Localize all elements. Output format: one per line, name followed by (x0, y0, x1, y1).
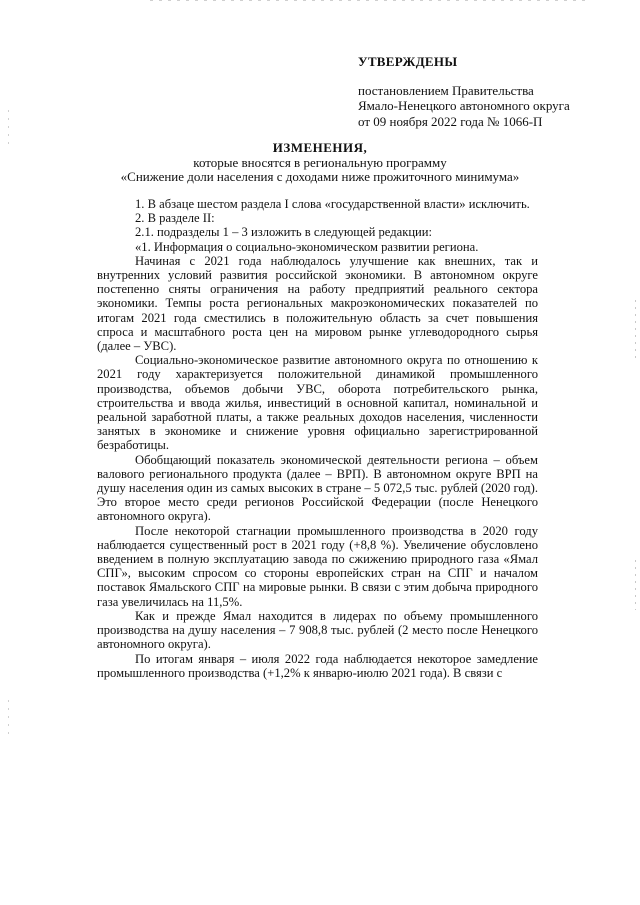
body-paragraph: Начиная с 2021 года наблюдалось улучшение как внешних, так и внутренних условий развития российской экономики. В автономном округе постепенно сняты ограничения на работу предприятий реального сектора экономики. Темпы роста региональных макроэкономических показателей по итогам 2021 года сместились в положительную область за счет повышения спроса и масштабного роста цен на мировом рынке углеводородного сырья (далее – УВС). (97, 253, 538, 354)
scan-top-border (150, 0, 590, 1)
body-paragraph: Как и прежде Ямал находится в лидерах по объему промышленного производства на душу населения – 7 908,8 тыс. рублей (2 место после Ненецкого автономного округа). (97, 608, 538, 652)
scan-margin-mark (635, 300, 636, 360)
document-body (97, 197, 538, 680)
title-main: ИЗМЕНЕНИЯ, (272, 140, 368, 155)
approval-line: Ямало-Ненецкого автономного округа (358, 98, 570, 113)
approval-heading: УТВЕРЖДЕНЫ (358, 54, 458, 69)
title-subtitle: «Снижение доли населения с доходами ниже прожиточного минимума» (120, 169, 520, 184)
approval-line: от 09 ноября 2022 года № 1066-П (358, 113, 543, 129)
scan-margin-mark (8, 110, 9, 150)
approval-line: постановлением Правительства (358, 82, 534, 98)
title-subtitle: которые вносятся в региональную программу (193, 154, 447, 170)
approval-stamp (358, 54, 570, 129)
body-paragraph: Обобщающий показатель экономической деятельности региона – объем валового регионального продукта (далее – ВРП). В автономном округе ВРП на душу населения один из самых высоких в стране – 5 072,5 тыс. рублей (2020 год). Это второе место среди регионов Российской Федерации (после Ненецкого автономного округа). (97, 452, 538, 524)
scan-margin-mark (635, 560, 636, 610)
body-paragraph: После некоторой стагнации промышленного производства в 2020 году наблюдается существенный рост в 2021 году (+8,8 %). Увеличение обусловлено введением в полную эксплуатацию завода по сжижению природного газа «Ямал СПГ», высоким спросом со стороны европейских стран на СПГ и началом поставок Ямальского СПГ на мировые рынки. В связи с этим добыча природного газа увеличилась на 11,5%. (97, 523, 538, 609)
scan-margin-mark (8, 700, 9, 740)
body-paragraph: По итогам января – июля 2022 года наблюдается некоторое замедление промышленного производства (+1,2% к январю-июлю 2021 года). В связи с (97, 651, 538, 680)
body-paragraph: «1. Информация о социально-экономическом развитии региона. (135, 239, 479, 254)
document-title (90, 141, 550, 185)
body-paragraph: Социально-экономическое развитие автономного округа по отношению к 2021 году характеризуется положительной динамикой промышленного производства, объемов добычи УВС, оборота потребительского рынка, строительства и ввода жилья, инвестиций в основной капитал, номинальной и реальной заработной платы, а также реальных доходов населения, численности занятых в экономике и снижение уровня официально зарегистрированной безработицы. (97, 353, 538, 453)
body-paragraph: 1. В абзаце шестом раздела I слова «государственной власти» исключить. (135, 197, 530, 211)
body-paragraph: 2. В разделе II: (135, 211, 215, 226)
body-paragraph: 2.1. подразделы 1 – 3 изложить в следующей редакции: (135, 225, 433, 240)
